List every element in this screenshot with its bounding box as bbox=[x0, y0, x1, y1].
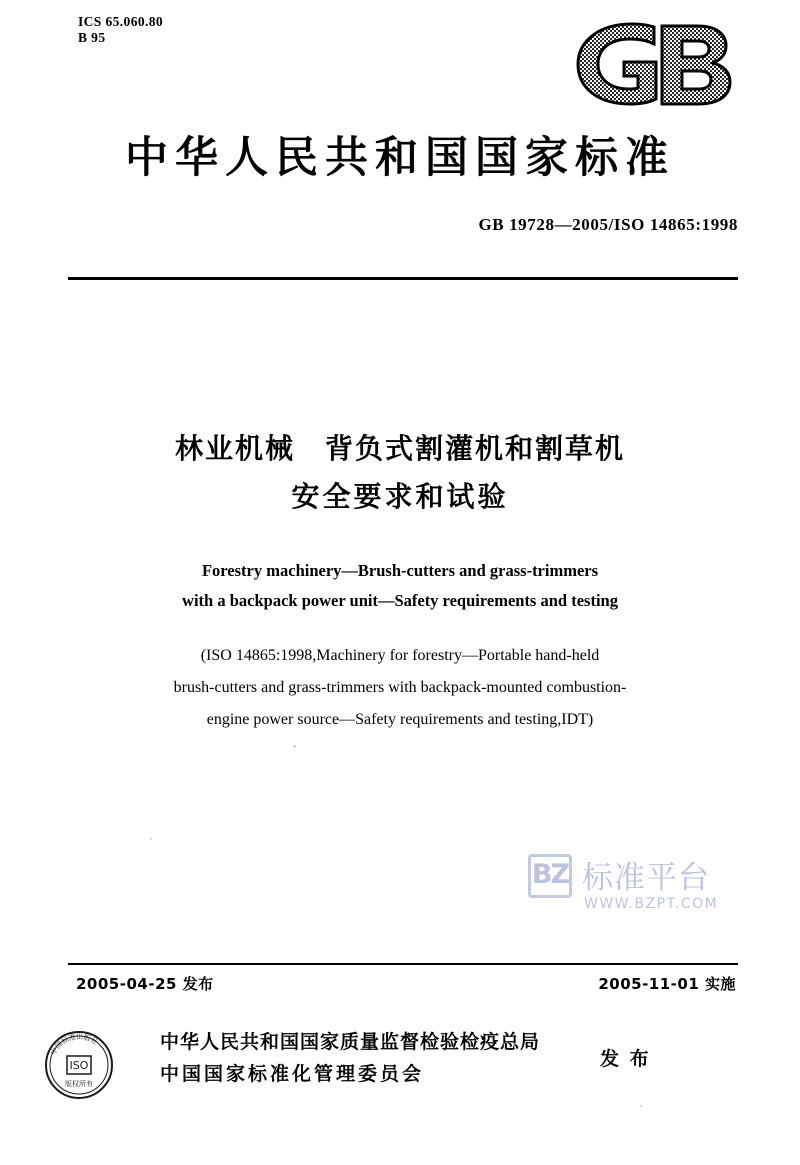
watermark bbox=[528, 852, 758, 924]
scan-artifact bbox=[150, 838, 152, 840]
svg-text:中国标准出版社: 中国标准出版社 bbox=[49, 1032, 100, 1057]
scan-artifact bbox=[293, 745, 296, 748]
iso-note-line-3: engine power source—Safety requirements and testing,IDT) bbox=[206, 711, 594, 728]
iso-note-line-2: brush-cutters and grass-trimmers with backpack-mounted combustion- bbox=[173, 679, 627, 696]
svg-text:版权所有: 版权所有 bbox=[65, 1080, 93, 1088]
gb-logo-icon bbox=[558, 18, 738, 110]
iso-note-line-1: (ISO 14865:1998,Machinery for forestry—Portable hand-held bbox=[200, 647, 600, 664]
title-english bbox=[0, 556, 800, 616]
header-divider bbox=[68, 277, 738, 280]
watermark-name: 标准平台 bbox=[582, 860, 710, 896]
issuer-line-1: 中华人民共和国国家质量监督检验检疫总局 bbox=[160, 1031, 541, 1053]
effective-date: 2005-11-01 实施 bbox=[598, 975, 736, 993]
title-cn-line-2: 安全要求和试验 bbox=[291, 480, 509, 513]
svg-text:ISO: ISO bbox=[69, 1059, 89, 1072]
scan-artifact bbox=[640, 1105, 642, 1107]
issuer-line-2: 中国国家标准化管理委员会 bbox=[160, 1063, 425, 1085]
national-standard-title: 中华人民共和国国家标准 bbox=[125, 133, 675, 183]
ccs-code: B 95 bbox=[78, 30, 106, 45]
ics-classification-block bbox=[78, 14, 163, 46]
title-cn-line-1: 林业机械 背负式割灌机和割草机 bbox=[174, 432, 625, 465]
standard-number: GB 19728—2005/ISO 14865:1998 bbox=[478, 215, 738, 234]
publisher-seal-icon bbox=[42, 1028, 116, 1102]
title-en-line-1: Forestry machinery—Brush-cutters and grass-trimmers bbox=[201, 561, 599, 580]
watermark-url: WWW.BZPT.COM bbox=[584, 896, 719, 912]
ics-code: ICS 65.060.80 bbox=[78, 14, 164, 29]
iso-adoption-note bbox=[100, 640, 700, 736]
publish-label: 发 布 bbox=[600, 1048, 651, 1070]
watermark-logo-text: BZ bbox=[531, 859, 569, 890]
page-title bbox=[0, 425, 800, 521]
footer-divider bbox=[68, 963, 738, 965]
issuing-organizations bbox=[160, 1026, 540, 1090]
issue-date: 2005-04-25 发布 bbox=[76, 975, 214, 993]
title-en-line-2: with a backpack power unit—Safety requirements and testing bbox=[182, 591, 618, 610]
